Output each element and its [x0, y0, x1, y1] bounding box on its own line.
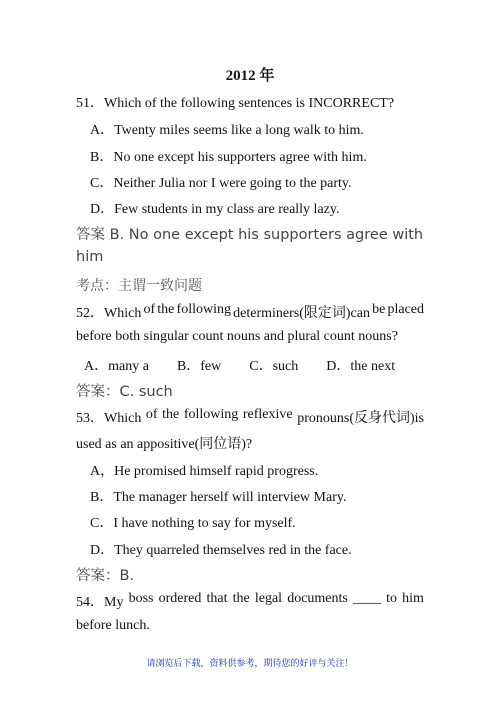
- question-53-option-c: C．I have nothing to say for myself.: [90, 516, 296, 531]
- question-52-option-d: D．the next: [326, 359, 396, 374]
- question-51-answer: 答案 B. No one except his supporters agree with: [76, 227, 424, 243]
- stem-word: the: [232, 591, 250, 606]
- question-51-option-b: B．No one except his supporters agree with him.: [90, 150, 367, 165]
- stem-word: 52．Which: [76, 306, 142, 321]
- question-51-option-c: C．Neither Julia nor I were going to the party.: [90, 176, 352, 191]
- question-52-stem: [76, 302, 424, 322]
- question-54-stem-continued: before lunch.: [76, 618, 150, 633]
- question-51-answer-continued: him: [76, 249, 104, 265]
- question-53-stem: [76, 407, 424, 427]
- stem-word: reflexive: [242, 407, 293, 422]
- stem-word: him: [402, 591, 424, 606]
- stem-word: documents: [287, 591, 348, 606]
- stem-word: of: [145, 407, 158, 422]
- stem-word: of: [143, 302, 156, 317]
- question-52-option-b: B．few: [176, 359, 222, 374]
- stem-word: to: [386, 591, 397, 606]
- question-52-option-a: A．many a: [84, 359, 149, 374]
- question-52-answer: 答案：C. such: [76, 384, 173, 400]
- stem-word: boss: [128, 591, 154, 606]
- question-53-stem-continued: used as an appositive(同位语)?: [76, 437, 253, 452]
- stem-word: pronouns(反身代词)is: [297, 411, 424, 426]
- stem-word: 54．My: [76, 595, 124, 610]
- stem-word: following: [176, 302, 231, 317]
- question-52-options: [84, 355, 423, 375]
- question-51-key-point: 考点：主谓一致问题: [76, 279, 202, 294]
- question-53-option-a: A，He promised himself rapid progress.: [90, 464, 319, 479]
- question-51-stem: 51．Which of the following sentences is INCORRECT?: [76, 96, 395, 111]
- stem-word: determiners(限定词)can: [233, 306, 370, 321]
- page-footer-note: 请浏览后下载，资料供参考，期待您的好评与关注！: [146, 658, 354, 668]
- stem-word: that: [206, 591, 228, 606]
- stem-word: be: [372, 302, 386, 317]
- stem-word: ordered: [158, 591, 202, 606]
- question-51-option-d: D．Few students in my class are really lazy.: [90, 202, 340, 217]
- question-52-option-c: C．such: [249, 359, 299, 374]
- stem-word: legal: [254, 591, 283, 606]
- stem-word: following: [183, 407, 239, 422]
- stem-word: the: [157, 302, 175, 317]
- stem-word: 53．Which: [76, 411, 142, 426]
- stem-word: placed: [387, 302, 424, 317]
- answer-blank: ____: [352, 591, 381, 606]
- stem-word: the: [162, 407, 180, 422]
- question-53-option-b: B．The manager herself will interview Mary.: [90, 490, 347, 505]
- page-title: 2012 年: [225, 68, 275, 84]
- question-54-stem: [76, 591, 424, 611]
- question-53-answer: 答案：B.: [76, 568, 135, 584]
- question-52-stem-continued: before both singular count nouns and plural count nouns?: [76, 329, 398, 344]
- question-53-option-d: D．They quarreled themselves red in the face.: [90, 543, 352, 558]
- question-51-option-a: A．Twenty miles seems like a long walk to him.: [90, 123, 364, 138]
